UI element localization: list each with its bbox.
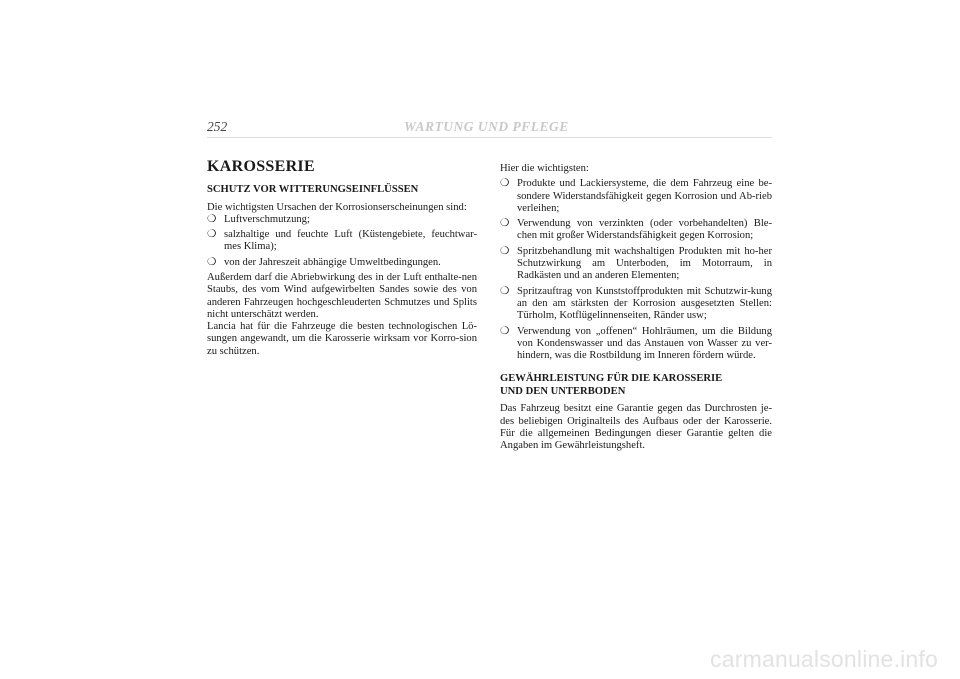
circle-bullet-icon: ❍ [207,229,217,241]
intro-paragraph: Die wichtigsten Ursachen der Korrosionserscheinungen sind: [207,201,467,213]
header-rule [207,137,772,138]
measures-list [500,178,772,362]
circle-bullet-icon: ❍ [500,178,510,190]
list-item: ❍ Produkte und Lackiersysteme, die dem Fahrzeug eine be-sondere Widerstandsfähigkeit gegen Korrosion und Ab-rieb verleihen; [500,178,772,214]
list-item: ❍ Spritzauftrag von Kunststoffprodukten mit Schutzwir-kung an den am stärksten der Korrosion ausgesetzten Stellen: Türholm, Kotflügelinnenseiten, Ränder usw; [500,285,772,322]
abrasion-paragraph: Außerdem darf die Abriebwirkung des in der Luft enthalte-nen Staubs, des vom Wind aufgewirbelten Sandes sowie des von anderen Fahrzeugen hochgeschleuderten Schmutzes und Splits nicht unterschätzt werden. [207,271,477,320]
circle-bullet-icon: ❍ [500,285,510,297]
page-title: KAROSSERIE [207,158,315,175]
left-column [207,158,477,358]
circle-bullet-icon: ❍ [207,213,217,225]
subsection-heading: SCHUTZ VOR WITTERUNGSEINFLÜSSEN [207,184,419,195]
list-item: ❍ Verwendung von verzinkten (oder vorbehandelten) Ble-chen mit großer Widerstandsfähigkeit gegen Korrosion; [500,218,772,242]
watermark: carmanualsonline.info [710,646,938,672]
measures-intro: Hier die wichtigsten: [500,163,589,174]
list-item: ❍ Luftverschmutzung; [207,213,310,225]
technology-paragraph: Lancia hat für die Fahrzeuge die besten technologischen Lö-sungen angewandt, um die Karosserie wirksam vor Korro-sion zu schützen. [207,321,477,357]
right-column [500,163,772,453]
page-number: 252 [207,119,228,134]
circle-bullet-icon: ❍ [500,245,510,257]
warranty-paragraph: Das Fahrzeug besitzt eine Garantie gegen das Durchrosten je-des beliebigen Originalteils des Aufbaus oder der Karosserie. Für die allgemeinen Bedingungen dieser Garantie gelten die Angaben im Gewährleistungsheft. [500,403,772,452]
section-title: WARTUNG UND PFLEGE [404,119,569,134]
circle-bullet-icon: ❍ [500,218,510,230]
list-item: ❍ Verwendung von „offenen“ Hohlräumen, um die Bildung von Kondenswasser und das Anstauen von Wasser zu ver-hindern, was die Rostbildung im Inneren fördern würde. [500,325,772,362]
page-header [207,119,772,137]
warranty-heading: GEWÄHRLEISTUNG FÜR DIE KAROSSERIE UND DEN UNTERBODEN [500,373,723,397]
circle-bullet-icon: ❍ [207,256,217,268]
list-item: ❍ Spritzbehandlung mit wachshaltigen Produkten mit ho-her Schutzwirkung am Unterboden, im Motorraum, in Radkästen und an anderen Elementen; [500,245,772,282]
list-item: ❍ salzhaltige und feuchte Luft (Küstengebiete, feuchtwar-mes Klima); [207,229,477,253]
circle-bullet-icon: ❍ [500,325,510,337]
causes-list [207,214,477,269]
list-item: ❍ von der Jahreszeit abhängige Umweltbedingungen. [207,256,441,268]
